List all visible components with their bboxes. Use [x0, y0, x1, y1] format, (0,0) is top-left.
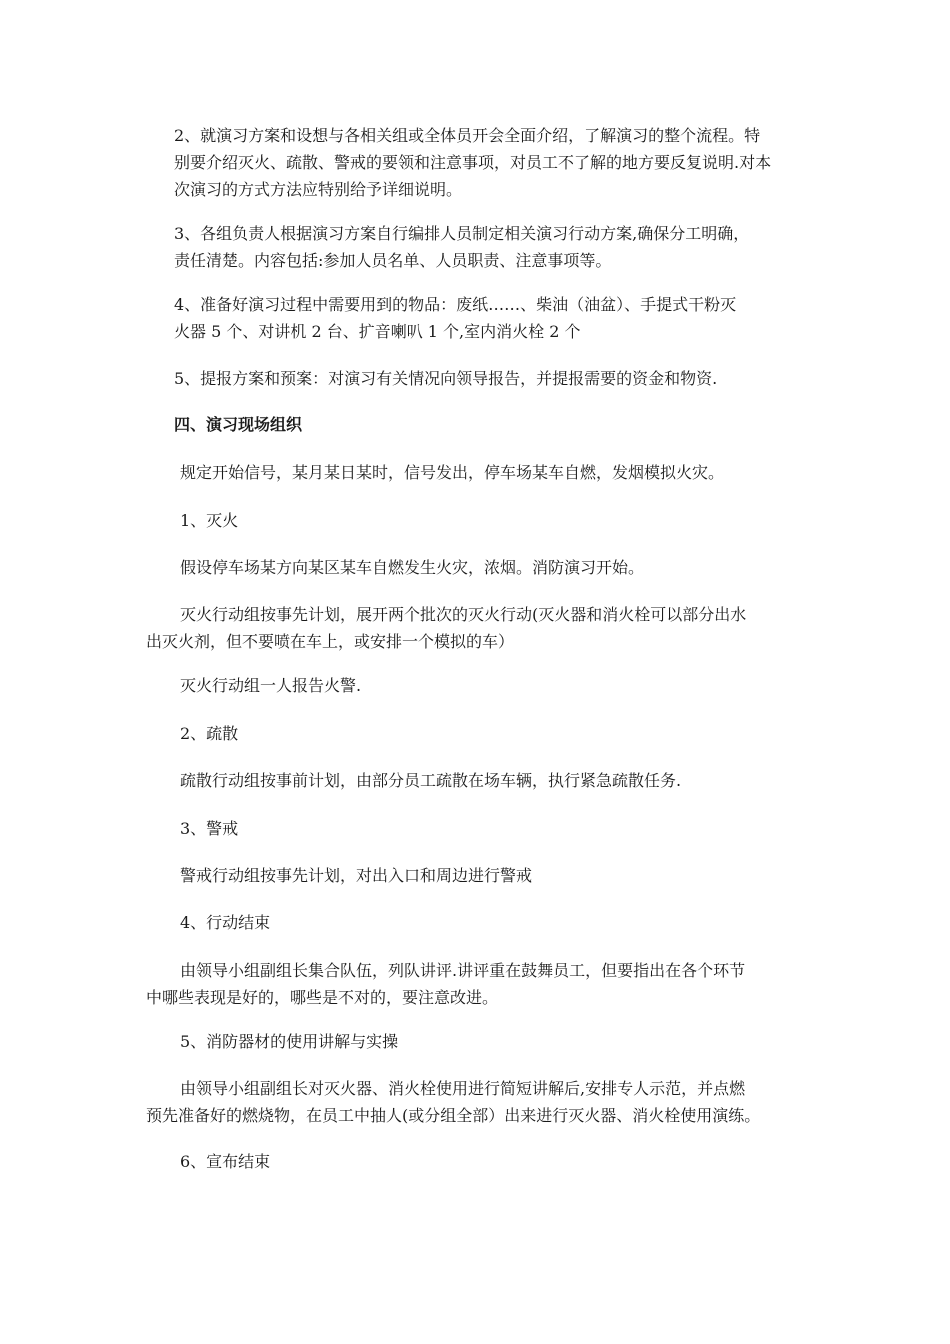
- prep-item-4: [174, 291, 736, 345]
- prep-item-3: [174, 220, 749, 274]
- evacuation-heading: 2、疏散: [180, 724, 239, 743]
- fire-action-text: [146, 601, 746, 655]
- end-action-text: [146, 957, 745, 1011]
- evacuation-text: 疏散行动组按事前计划，由部分员工疏散在场车辆，执行紧急疏散任务.: [180, 771, 682, 790]
- end-action-line-2: 中哪些表现是好的，哪些是不对的，要注意改进。: [146, 988, 499, 1007]
- prep-item-2-line-3: 次演习的方式方法应特别给予详细说明。: [174, 180, 463, 199]
- prep-item-5: 5、提报方案和预案：对演习有关情况向领导报告，并提报需要的资金和物资.: [174, 369, 718, 388]
- fire-action-line-2: 出灭火剂，但不要喷在车上，或安排一个模拟的车）: [146, 632, 515, 651]
- prep-item-3-line-1: 3、各组负责人根据演习方案自行编排人员制定相关演习行动方案,确保分工明确，: [174, 224, 750, 243]
- prep-item-2-line-1: 2、就演习方案和设想与各相关组或全体员开会全面介绍，了解演习的整个流程。特: [174, 126, 761, 145]
- equipment-text: [146, 1075, 760, 1129]
- alert-text: 警戒行动组按事先计划，对出入口和周边进行警戒: [180, 866, 533, 885]
- alert-heading: 3、警戒: [180, 819, 239, 838]
- equipment-heading: 5、消防器材的使用讲解与实操: [180, 1032, 399, 1051]
- fire-heading: 1、灭火: [180, 511, 239, 530]
- fire-assumption-text: 假设停车场某方向某区某车自燃发生火灾，浓烟。消防演习开始。: [180, 558, 645, 577]
- fire-action-line-1: 灭火行动组按事先计划，展开两个批次的灭火行动(灭火器和消火栓可以部分出水: [180, 605, 747, 624]
- prep-item-4-line-1: 4、准备好演习过程中需要用到的物品：废纸……、柴油（油盆）、手提式干粉灭: [174, 295, 737, 314]
- prep-item-2-line-2: 别要介绍灭火、疏散、警戒的要领和注意事项，对员工不了解的地方要反复说明.对本: [174, 153, 772, 172]
- end-action-heading: 4、行动结束: [180, 913, 271, 932]
- fire-report-text: 灭火行动组一人报告火警.: [180, 676, 362, 695]
- end-action-line-1: 由领导小组副组长集合队伍，列队讲评.讲评重在鼓舞员工，但要指出在各个环节: [180, 961, 746, 980]
- start-signal-text: 规定开始信号，某月某日某时，信号发出，停车场某车自燃，发烟模拟火灾。: [180, 463, 725, 482]
- prep-item-2: [174, 122, 771, 203]
- equipment-line-1: 由领导小组副组长对灭火器、消火栓使用进行简短讲解后,安排专人示范，并点燃: [180, 1079, 746, 1098]
- announce-end-heading: 6、宣布结束: [180, 1152, 271, 1171]
- equipment-line-2: 预先准备好的燃烧物，在员工中抽人(或分组全部）出来进行灭火器、消火栓使用演练。: [146, 1106, 761, 1125]
- section-4-heading: 四、演习现场组织: [174, 415, 303, 434]
- prep-item-4-line-2: 火器 5 个、对讲机 2 台、扩音喇叭 1 个,室内消火栓 2 个: [174, 322, 581, 341]
- prep-item-3-line-2: 责任清楚。内容包括:参加人员名单、人员职责、注意事项等。: [174, 251, 612, 270]
